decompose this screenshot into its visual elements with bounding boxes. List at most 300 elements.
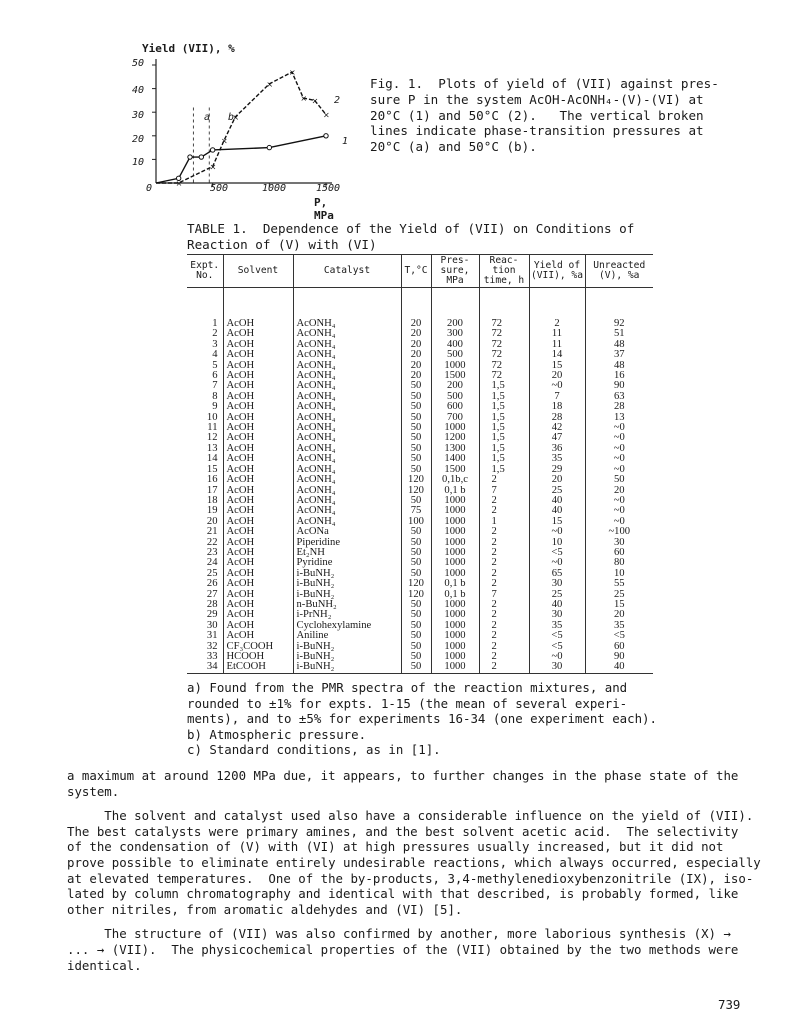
- cell-catalyst: AcONH₄: [293, 350, 401, 360]
- data-point: [324, 134, 328, 138]
- cell-yield: ~0: [529, 381, 585, 391]
- cell-reaction-time: 1,5: [479, 444, 529, 454]
- cell-expt-no: 29: [206, 609, 218, 621]
- cell-solvent: AcOH: [223, 621, 293, 631]
- cell-pressure: 1500: [431, 465, 479, 475]
- cell-expt-no: 22: [206, 536, 218, 548]
- cell-solvent: AcOH: [223, 600, 293, 610]
- cell-expt-no: 23: [206, 546, 218, 558]
- cell-reaction-time: 1,5: [479, 413, 529, 423]
- cell-solvent: AcOH: [223, 402, 293, 412]
- data-point: ×: [232, 112, 240, 122]
- cell-expt-no: 27: [206, 588, 218, 600]
- cell-yield: ~0: [529, 652, 585, 662]
- cell-reaction-time: 72: [479, 329, 529, 339]
- cell-temperature: 50: [401, 402, 431, 412]
- y-tick-50: 50: [131, 58, 144, 69]
- curve-label-1: 1: [342, 136, 349, 147]
- cell-expt-no: 26: [206, 578, 218, 590]
- cell-yield: 2: [529, 288, 585, 330]
- cell-solvent: AcOH: [223, 590, 293, 600]
- cell-temperature: 20: [401, 288, 431, 330]
- cell-solvent: AcOH: [223, 444, 293, 454]
- cell-temperature: 50: [401, 631, 431, 641]
- cell-catalyst: AcONH₄: [293, 496, 401, 506]
- cell-unreacted: 48: [585, 361, 653, 371]
- page-number: 739: [718, 997, 741, 1012]
- figure-caption: Fig. 1. Plots of yield of (VII) against pres- sure P in the system AcOH-AcONH₄-(V)-(VI) at 20°C (1) and 50°C (2). The vertical broken lines indicate phase-transition pressures at 20°C (a) and 50°C (b).: [370, 76, 719, 155]
- data-point: [210, 148, 214, 152]
- cell-temperature: 20: [401, 350, 431, 360]
- cell-unreacted: 92: [585, 288, 653, 330]
- cell-solvent: AcOH: [223, 288, 293, 330]
- cell-pressure: 1000: [431, 662, 479, 673]
- header-temperature: T,°C: [401, 255, 431, 288]
- cell-reaction-time: 72: [479, 288, 529, 330]
- cell-unreacted: 90: [585, 381, 653, 391]
- cell-catalyst: i-BuNH₂: [293, 652, 401, 662]
- cell-temperature: 50: [401, 662, 431, 673]
- cell-pressure: 500: [431, 392, 479, 402]
- cell-yield: 40: [529, 496, 585, 506]
- cell-temperature: 120: [401, 579, 431, 589]
- cell-temperature: 50: [401, 413, 431, 423]
- cell-reaction-time: 1: [479, 517, 529, 527]
- data-point: ×: [311, 96, 319, 106]
- table-footnotes: a) Found from the PMR spectra of the reaction mixtures, and rounded to ±1% for expts. 1-15 (the mean of several experi- ments), and to ±5% for experiments 16-34 (one experiment each). b) Atmospheric pressure. c) Standard conditions, as in [1].: [187, 680, 657, 758]
- cell-catalyst: AcONH₄: [293, 329, 401, 339]
- cell-yield: 35: [529, 454, 585, 464]
- table-row: [187, 579, 653, 589]
- cell-solvent: AcOH: [223, 350, 293, 360]
- data-point: [199, 155, 203, 159]
- cell-unreacted: ~0: [585, 454, 653, 464]
- cell-unreacted: 25: [585, 590, 653, 600]
- cell-yield: 29: [529, 465, 585, 475]
- cell-yield: 18: [529, 402, 585, 412]
- cell-solvent: AcOH: [223, 413, 293, 423]
- cell-solvent: AcOH: [223, 569, 293, 579]
- cell-reaction-time: 72: [479, 340, 529, 350]
- cell-unreacted: 10: [585, 569, 653, 579]
- cell-pressure: 200: [431, 288, 479, 330]
- cell-expt-no: 12: [206, 432, 218, 444]
- cell-unreacted: 60: [585, 548, 653, 558]
- cell-catalyst: AcONH₄: [293, 486, 401, 496]
- cell-catalyst: AcONa: [293, 527, 401, 537]
- cell-reaction-time: 1,5: [479, 423, 529, 433]
- cell-unreacted: ~0: [585, 506, 653, 516]
- data-point: ×: [221, 136, 228, 146]
- cell-pressure: 1000: [431, 652, 479, 662]
- cell-temperature: 50: [401, 642, 431, 652]
- cell-solvent: AcOH: [223, 340, 293, 350]
- cell-pressure: 0,1 b: [431, 590, 479, 600]
- cell-unreacted: 20: [585, 486, 653, 496]
- cell-reaction-time: 72: [479, 361, 529, 371]
- cell-reaction-time: 1,5: [479, 402, 529, 412]
- cell-catalyst: AcONH₄: [293, 381, 401, 391]
- cell-temperature: 50: [401, 652, 431, 662]
- cell-unreacted: 35: [585, 621, 653, 631]
- x-tick-1500: 1500: [316, 183, 341, 194]
- cell-reaction-time: 2: [479, 631, 529, 641]
- cell-reaction-time: 2: [479, 652, 529, 662]
- cell-catalyst: AcONH₄: [293, 506, 401, 516]
- cell-catalyst: i-BuNH₂: [293, 642, 401, 652]
- cell-catalyst: AcONH₄: [293, 288, 401, 330]
- data-point: ×: [300, 94, 308, 104]
- cell-unreacted: 51: [585, 329, 653, 339]
- cell-temperature: 20: [401, 371, 431, 381]
- cell-pressure: 1000: [431, 538, 479, 548]
- cell-reaction-time: 1,5: [479, 392, 529, 402]
- cell-reaction-time: 1,5: [479, 433, 529, 443]
- cell-catalyst: AcONH₄: [293, 392, 401, 402]
- cell-reaction-time: 2: [479, 662, 529, 673]
- cell-pressure: 1000: [431, 621, 479, 631]
- data-point: ×: [289, 68, 296, 78]
- header-catalyst: Catalyst: [293, 255, 401, 288]
- cell-catalyst: AcONH₄: [293, 413, 401, 423]
- cell-unreacted: ~0: [585, 444, 653, 454]
- cell-unreacted: 60: [585, 642, 653, 652]
- cell-unreacted: 63: [585, 392, 653, 402]
- cell-unreacted: 13: [585, 413, 653, 423]
- cell-yield: 25: [529, 590, 585, 600]
- cell-temperature: 120: [401, 475, 431, 485]
- cell-unreacted: 55: [585, 579, 653, 589]
- cell-catalyst: AcONH₄: [293, 340, 401, 350]
- y-axis-label: Yield (VII), %: [142, 42, 235, 55]
- cell-solvent: AcOH: [223, 527, 293, 537]
- cell-solvent: AcOH: [223, 392, 293, 402]
- cell-yield: 10: [529, 538, 585, 548]
- cell-expt-no: 32: [206, 640, 218, 652]
- cell-temperature: 120: [401, 486, 431, 496]
- results-table: [187, 254, 653, 674]
- cell-reaction-time: 2: [479, 600, 529, 610]
- cell-temperature: 75: [401, 506, 431, 516]
- cell-expt-no: 17: [206, 484, 218, 496]
- header-yield: Yield of (VII), %a: [529, 255, 585, 288]
- cell-pressure: 1000: [431, 527, 479, 537]
- cell-pressure: 0,1b,c: [431, 475, 479, 485]
- table-title: TABLE 1. Dependence of the Yield of (VII) on Conditions of Reaction of (V) with (VI): [187, 221, 635, 252]
- data-point: [188, 155, 192, 159]
- cell-reaction-time: 7: [479, 486, 529, 496]
- table-row: [187, 527, 653, 537]
- cell-pressure: 500: [431, 350, 479, 360]
- cell-reaction-time: 2: [479, 610, 529, 620]
- cell-pressure: 1000: [431, 569, 479, 579]
- cell-reaction-time: 2: [479, 642, 529, 652]
- cell-pressure: 1400: [431, 454, 479, 464]
- cell-expt-no: 13: [206, 442, 218, 454]
- series-line-1: [156, 136, 326, 183]
- cell-expt-no: 11: [207, 422, 218, 434]
- cell-catalyst: Pyridine: [293, 558, 401, 568]
- cell-unreacted: 50: [585, 475, 653, 485]
- cell-solvent: AcOH: [223, 558, 293, 568]
- cell-temperature: 50: [401, 454, 431, 464]
- cell-expt-no: 5: [212, 359, 218, 371]
- cell-solvent: AcOH: [223, 538, 293, 548]
- cell-expt-no: 3: [212, 338, 218, 350]
- header-pressure: Pres- sure, MPa: [431, 255, 479, 288]
- cell-solvent: AcOH: [223, 433, 293, 443]
- cell-expt-no: 20: [206, 515, 218, 527]
- cell-unreacted: 37: [585, 350, 653, 360]
- cell-yield: 25: [529, 486, 585, 496]
- data-point: ×: [175, 179, 183, 188]
- cell-catalyst: AcONH₄: [293, 371, 401, 381]
- cell-solvent: AcOH: [223, 506, 293, 516]
- cell-unreacted: ~0: [585, 423, 653, 433]
- cell-temperature: 20: [401, 340, 431, 350]
- cell-pressure: 1000: [431, 496, 479, 506]
- cell-yield: ~0: [529, 527, 585, 537]
- cell-yield: <5: [529, 548, 585, 558]
- cell-yield: 35: [529, 621, 585, 631]
- cell-unreacted: <5: [585, 631, 653, 641]
- cell-unreacted: 48: [585, 340, 653, 350]
- cell-yield: <5: [529, 631, 585, 641]
- cell-temperature: 50: [401, 558, 431, 568]
- cell-expt-no: 1: [212, 318, 218, 329]
- cell-pressure: 1500: [431, 371, 479, 381]
- header-solvent: Solvent: [223, 255, 293, 288]
- cell-unreacted: 80: [585, 558, 653, 568]
- cell-pressure: 1000: [431, 558, 479, 568]
- cell-yield: 40: [529, 600, 585, 610]
- cell-expt-no: 6: [212, 370, 218, 382]
- cell-catalyst: i-BuNH₂: [293, 569, 401, 579]
- body-text: [67, 768, 767, 982]
- cell-catalyst: AcONH₄: [293, 433, 401, 443]
- cell-unreacted: ~0: [585, 496, 653, 506]
- cell-solvent: AcOH: [223, 381, 293, 391]
- x-tick-500: 500: [210, 183, 229, 194]
- cell-temperature: 50: [401, 444, 431, 454]
- x-tick-1000: 1000: [262, 183, 287, 194]
- cell-pressure: 0,1 b: [431, 579, 479, 589]
- cell-temperature: 50: [401, 569, 431, 579]
- cell-catalyst: AcONH₄: [293, 444, 401, 454]
- cell-solvent: CF₃COOH: [223, 642, 293, 652]
- cell-pressure: 1000: [431, 423, 479, 433]
- cell-temperature: 20: [401, 329, 431, 339]
- cell-solvent: EtCOOH: [223, 662, 293, 673]
- cell-solvent: AcOH: [223, 423, 293, 433]
- cell-expt-no: 18: [206, 494, 218, 506]
- cell-yield: <5: [529, 642, 585, 652]
- cell-pressure: 1000: [431, 631, 479, 641]
- cell-catalyst: AcONH₄: [293, 465, 401, 475]
- cell-solvent: AcOH: [223, 475, 293, 485]
- header-expt-no: Expt. No.: [187, 255, 223, 288]
- cell-pressure: 0,1 b: [431, 486, 479, 496]
- cell-temperature: 50: [401, 433, 431, 443]
- cell-pressure: 200: [431, 381, 479, 391]
- cell-unreacted: 16: [585, 371, 653, 381]
- cell-reaction-time: 7: [479, 590, 529, 600]
- cell-reaction-time: 1,5: [479, 454, 529, 464]
- cell-expt-no: 15: [206, 463, 218, 475]
- cell-expt-no: 21: [206, 526, 218, 538]
- cell-pressure: 1000: [431, 548, 479, 558]
- cell-yield: 30: [529, 579, 585, 589]
- cell-expt-no: 16: [206, 474, 218, 486]
- cell-catalyst: Piperidine: [293, 538, 401, 548]
- cell-unreacted: ~0: [585, 465, 653, 475]
- y-tick-40: 40: [131, 85, 144, 96]
- cell-expt-no: 33: [206, 651, 218, 662]
- cell-expt-no: 28: [206, 598, 218, 610]
- cell-unreacted: 30: [585, 538, 653, 548]
- cell-catalyst: n-BuNH₂: [293, 600, 401, 610]
- cell-yield: 28: [529, 413, 585, 423]
- cell-reaction-time: 2: [479, 579, 529, 589]
- cell-pressure: 1000: [431, 642, 479, 652]
- cell-catalyst: Et₂NH: [293, 548, 401, 558]
- y-tick-10: 10: [131, 157, 144, 168]
- cell-pressure: 1000: [431, 517, 479, 527]
- cell-solvent: AcOH: [223, 465, 293, 475]
- cell-solvent: AcOH: [223, 454, 293, 464]
- cell-solvent: AcOH: [223, 631, 293, 641]
- cell-catalyst: i-BuNH₂: [293, 662, 401, 673]
- table-header-row: [187, 255, 653, 288]
- cell-catalyst: AcONH₄: [293, 475, 401, 485]
- cell-yield: 7: [529, 392, 585, 402]
- cell-reaction-time: 2: [479, 558, 529, 568]
- cell-temperature: 100: [401, 517, 431, 527]
- cell-yield: 30: [529, 662, 585, 673]
- header-unreacted: Unreacted (V), %a: [585, 255, 653, 288]
- cell-temperature: 50: [401, 392, 431, 402]
- cell-temperature: 50: [401, 423, 431, 433]
- cell-yield: 20: [529, 475, 585, 485]
- cell-pressure: 600: [431, 402, 479, 412]
- cell-pressure: 1000: [431, 600, 479, 610]
- cell-unreacted: 20: [585, 610, 653, 620]
- cell-solvent: AcOH: [223, 486, 293, 496]
- paragraph: a maximum at around 1200 MPa due, it appears, to further changes in the phase state of the system.: [67, 768, 739, 799]
- data-point: ×: [209, 162, 217, 172]
- header-reaction-time: Reac- tion time, h: [479, 255, 529, 288]
- cell-pressure: 1000: [431, 361, 479, 371]
- cell-temperature: 50: [401, 610, 431, 620]
- cell-temperature: 50: [401, 381, 431, 391]
- transition-label-b: b: [228, 112, 235, 123]
- curve-label-2: 2: [334, 95, 341, 106]
- cell-yield: 40: [529, 506, 585, 516]
- cell-catalyst: AcONH₄: [293, 402, 401, 412]
- cell-temperature: 20: [401, 361, 431, 371]
- cell-yield: 36: [529, 444, 585, 454]
- cell-reaction-time: 2: [479, 569, 529, 579]
- cell-reaction-time: 2: [479, 538, 529, 548]
- cell-solvent: AcOH: [223, 329, 293, 339]
- cell-yield: 11: [529, 329, 585, 339]
- cell-reaction-time: 2: [479, 475, 529, 485]
- cell-solvent: HCOOH: [223, 652, 293, 662]
- cell-yield: 42: [529, 423, 585, 433]
- cell-reaction-time: 1,5: [479, 381, 529, 391]
- cell-temperature: 120: [401, 590, 431, 600]
- cell-catalyst: i-PrNH₂: [293, 610, 401, 620]
- y-tick-30: 30: [131, 110, 144, 121]
- cell-temperature: 50: [401, 548, 431, 558]
- cell-yield: 15: [529, 361, 585, 371]
- cell-yield: 20: [529, 371, 585, 381]
- series-line-2: [156, 72, 326, 183]
- cell-solvent: AcOH: [223, 496, 293, 506]
- cell-reaction-time: 1,5: [479, 465, 529, 475]
- table-body: [187, 288, 653, 674]
- cell-temperature: 50: [401, 621, 431, 631]
- cell-pressure: 300: [431, 329, 479, 339]
- cell-pressure: 1000: [431, 506, 479, 516]
- cell-yield: 14: [529, 350, 585, 360]
- cell-expt-no: 14: [206, 453, 218, 465]
- y-tick-20: 20: [131, 134, 144, 145]
- cell-reaction-time: 72: [479, 350, 529, 360]
- cell-yield: 47: [529, 433, 585, 443]
- cell-expt-no: 9: [212, 401, 218, 413]
- cell-catalyst: i-BuNH₂: [293, 590, 401, 600]
- table-row: [187, 662, 653, 673]
- cell-solvent: AcOH: [223, 517, 293, 527]
- cell-catalyst: AcONH₄: [293, 361, 401, 371]
- figure-1: [130, 40, 350, 222]
- cell-pressure: 400: [431, 340, 479, 350]
- cell-solvent: AcOH: [223, 610, 293, 620]
- cell-expt-no: 31: [206, 630, 218, 642]
- cell-reaction-time: 2: [479, 527, 529, 537]
- cell-catalyst: i-BuNH₂: [293, 579, 401, 589]
- cell-catalyst: AcONH₄: [293, 517, 401, 527]
- cell-solvent: AcOH: [223, 579, 293, 589]
- cell-pressure: 1000: [431, 610, 479, 620]
- cell-unreacted: ~0: [585, 433, 653, 443]
- cell-expt-no: 25: [206, 567, 218, 579]
- cell-pressure: 700: [431, 413, 479, 423]
- cell-reaction-time: 2: [479, 506, 529, 516]
- cell-unreacted: 90: [585, 652, 653, 662]
- cell-yield: 65: [529, 569, 585, 579]
- cell-temperature: 50: [401, 465, 431, 475]
- cell-expt-no: 4: [212, 349, 218, 361]
- paragraph: The structure of (VII) was also confirmed by another, more laborious synthesis (X) → ... → (VII). The physicochemical properties of the (VII) obtained by the two methods were identical.: [67, 926, 739, 973]
- cell-expt-no: 19: [206, 505, 218, 517]
- cell-yield: 30: [529, 610, 585, 620]
- cell-catalyst: AcONH₄: [293, 423, 401, 433]
- cell-expt-no: 10: [206, 411, 218, 423]
- paragraph: The solvent and catalyst used also have a considerable influence on the yield of (VII). The best catalysts were primary amines, and the best solvent acetic acid. The selectivity of the condensation of (V) with (VI) at high pressures usually increased, but it did not prove possible to eliminate entirely undesirable reactions, which always occurred, especially at elevated temperatures. One of the by-products, 3,4-methylenedioxybenzonitrile (IX), iso- lated by column chromatography and identical with that described, is probably formed, like other nitriles, from aromatic aldehydes and (VI) [5].: [67, 808, 761, 917]
- cell-unreacted: ~0: [585, 517, 653, 527]
- cell-reaction-time: 72: [479, 371, 529, 381]
- cell-expt-no: 7: [212, 380, 218, 392]
- cell-solvent: AcOH: [223, 548, 293, 558]
- cell-unreacted: 15: [585, 600, 653, 610]
- cell-catalyst: Aniline: [293, 631, 401, 641]
- cell-temperature: 50: [401, 600, 431, 610]
- cell-unreacted: 28: [585, 402, 653, 412]
- cell-expt-no: 24: [206, 557, 218, 569]
- cell-reaction-time: 2: [479, 621, 529, 631]
